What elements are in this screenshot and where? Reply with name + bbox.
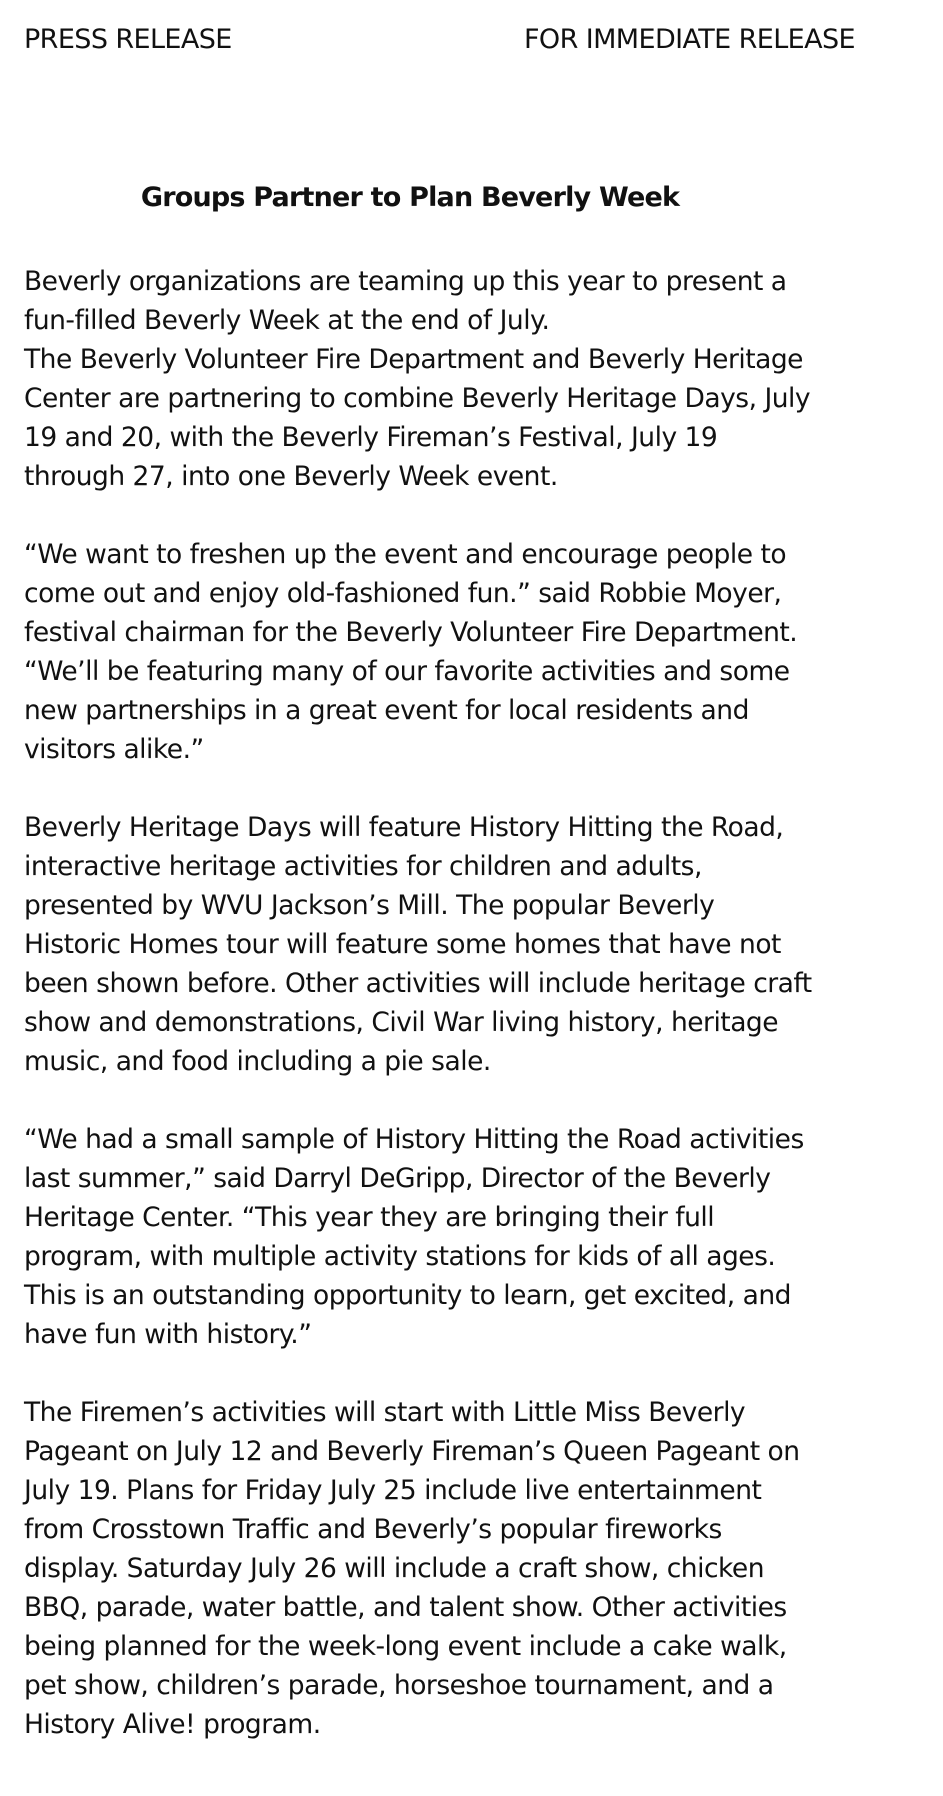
paragraph-line: been shown before. Other activities will include heritage craft — [24, 968, 812, 999]
paragraph-line: Beverly Heritage Days will feature History Hitting the Road, — [24, 812, 784, 843]
paragraph-3 — [24, 808, 924, 1081]
paragraph-line: The Beverly Volunteer Fire Department and Beverly Heritage — [24, 344, 803, 375]
paragraph-line: fun-filled Beverly Week at the end of July. — [24, 305, 550, 336]
paragraph-line: presented by WVU Jackson’s Mill. The popular Beverly — [24, 890, 715, 921]
paragraph-5 — [24, 1393, 924, 1744]
paragraph-spacer — [24, 1354, 924, 1393]
paragraph-line: This is an outstanding opportunity to learn, get excited, and — [24, 1280, 791, 1311]
paragraph-line: last summer,” said Darryl DeGripp, Director of the Beverly — [24, 1163, 771, 1194]
paragraph-line: come out and enjoy old-fashioned fun.” said Robbie Moyer, — [24, 578, 782, 609]
paragraph-spacer — [24, 496, 924, 535]
paragraph-line: “We want to freshen up the event and encourage people to — [24, 539, 787, 570]
immediate-release-label: FOR IMMEDIATE RELEASE — [524, 24, 855, 55]
paragraph-1 — [24, 262, 924, 496]
paragraph-line: festival chairman for the Beverly Volunteer Fire Department. — [24, 617, 798, 648]
paragraph-line: display. Saturday July 26 will include a craft show, chicken — [24, 1553, 765, 1584]
paragraph-line: Center are partnering to combine Beverly Heritage Days, July — [24, 383, 811, 414]
paragraph-line: The Firemen’s activities will start with Little Miss Beverly — [24, 1397, 746, 1428]
paragraph-4 — [24, 1120, 924, 1354]
paragraph-line: program, with multiple activity stations for kids of all ages. — [24, 1241, 776, 1272]
release-body — [24, 262, 924, 1744]
press-release-label: PRESS RELEASE — [24, 24, 232, 55]
paragraph-line: “We’ll be featuring many of our favorite activities and some — [24, 656, 790, 687]
paragraph-line: show and demonstrations, Civil War living history, heritage — [24, 1007, 779, 1038]
paragraph-line: pet show, children’s parade, horseshoe tournament, and a — [24, 1670, 774, 1701]
paragraph-line: Heritage Center. “This year they are bringing their full — [24, 1202, 715, 1233]
header-row — [24, 24, 904, 60]
paragraph-line: Beverly organizations are teaming up this year to present a — [24, 266, 787, 297]
paragraph-line: interactive heritage activities for children and adults, — [24, 851, 702, 882]
paragraph-spacer — [24, 1081, 924, 1120]
paragraph-line: Pageant on July 12 and Beverly Fireman’s Queen Pageant on — [24, 1436, 800, 1467]
paragraph-2 — [24, 535, 924, 769]
paragraph-line: Historic Homes tour will feature some homes that have not — [24, 929, 781, 960]
paragraph-line: July 19. Plans for Friday July 25 include live entertainment — [24, 1475, 762, 1506]
paragraph-line: new partnerships in a great event for local residents and — [24, 695, 749, 726]
paragraph-line: BBQ, parade, water battle, and talent show. Other activities — [24, 1592, 787, 1623]
paragraph-line: History Alive! program. — [24, 1709, 321, 1740]
paragraph-line: through 27, into one Beverly Week event. — [24, 461, 558, 492]
paragraph-line: music, and food including a pie sale. — [24, 1046, 491, 1077]
paragraph-spacer — [24, 769, 924, 808]
page-title: Groups Partner to Plan Beverly Week — [140, 182, 680, 213]
paragraph-line: being planned for the week-long event include a cake walk, — [24, 1631, 787, 1662]
paragraph-line: “We had a small sample of History Hitting the Road activities — [24, 1124, 804, 1155]
paragraph-line: from Crosstown Traffic and Beverly’s popular fireworks — [24, 1514, 722, 1545]
paragraph-line: 19 and 20, with the Beverly Fireman’s Festival, July 19 — [24, 422, 718, 453]
paragraph-line: have fun with history.” — [24, 1319, 312, 1350]
paragraph-line: visitors alike.” — [24, 734, 204, 765]
